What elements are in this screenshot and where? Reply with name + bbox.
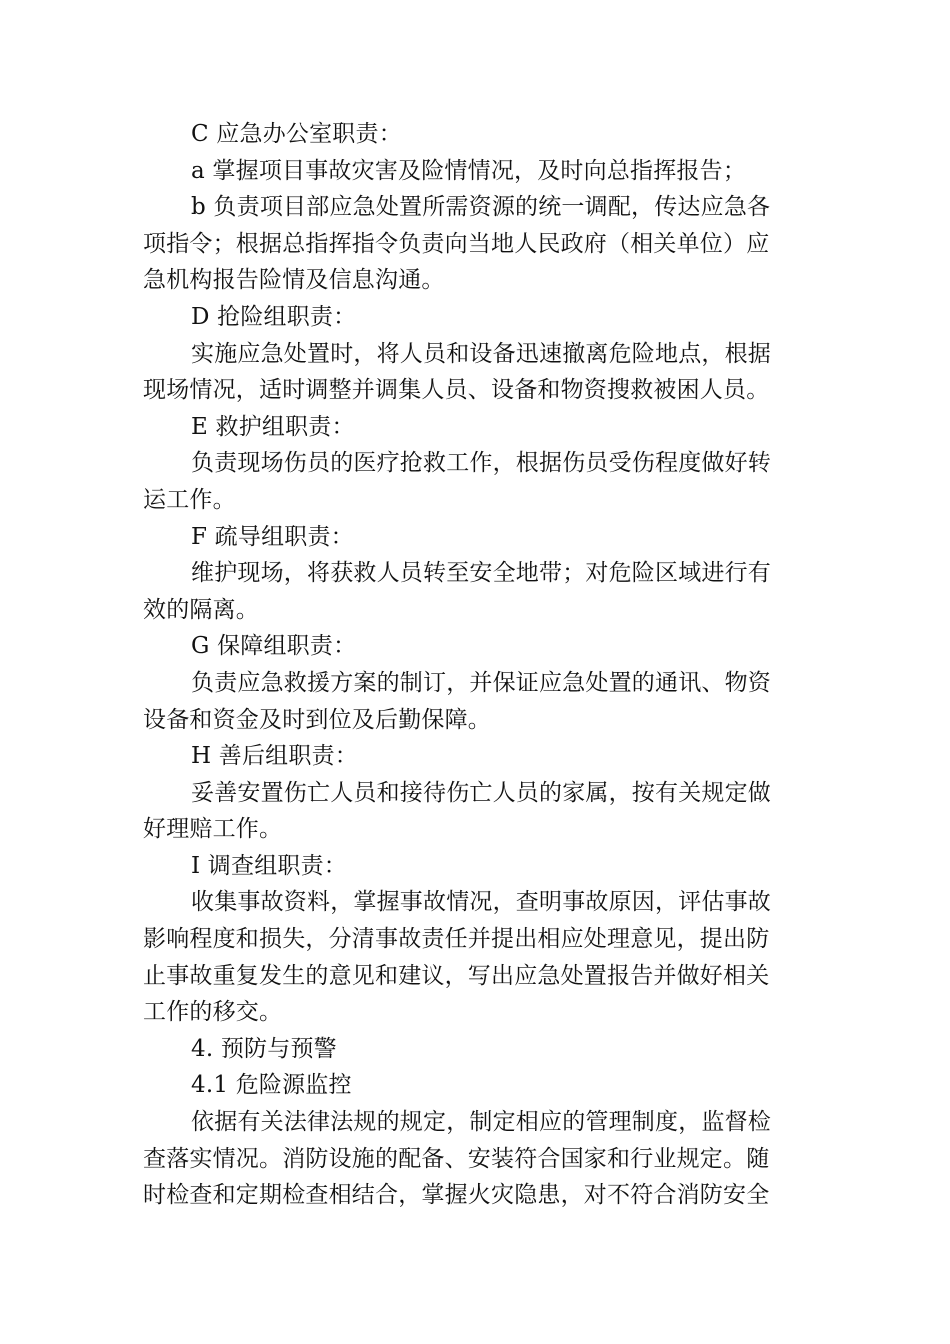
document-page [143,116,807,1214]
text-line: H 善后组职责： [191,743,358,770]
text-line: C 应急办公室职责： [191,121,402,147]
text-line: 维护现场，将获救人员转至安全地带；对危险区域进行有 [191,560,771,587]
text-line: I 调查组职责： [191,852,347,879]
text-line: D 抢险组职责： [191,303,357,330]
text-line: 查落实情况。消防设施的配备、安装符合国家和行业规定。随 [143,1145,770,1172]
text-line: G 保障组职责： [191,633,357,660]
text-line: 负责现场伤员的医疗抢救工作，根据伤员受伤程度做好转 [191,450,771,477]
text-line: 时检查和定期检查相结合，掌握火灾隐患，对不符合消防安全 [143,1182,770,1209]
text-line: 实施应急处置时，将人员和设备迅速撤离危险地点，根据 [191,340,771,367]
text-line: 好理赔工作。 [143,816,283,843]
text-line: a 掌握项目事故灾害及险情情况，及时向总指挥报告； [191,157,747,184]
text-line: 负责应急救援方案的制订，并保证应急处置的通讯、物资 [191,669,771,696]
text-line: b 负责项目部应急处置所需资源的统一调配，传达应急各 [191,194,771,221]
text-line: 依据有关法律法规的规定，制定相应的管理制度，监督检 [191,1109,771,1136]
text-line: 工作的移交。 [143,999,283,1026]
text-line: 运工作。 [143,486,236,513]
text-line: 急机构报告险情及信息沟通。 [143,267,445,294]
text-line: 现场情况，适时调整并调集人员、设备和物资搜救被困人员。 [143,377,770,404]
text-line: 设备和资金及时到位及后勤保障。 [143,706,491,733]
text-line: 4. 预防与预警 [191,1035,337,1062]
text-line: 妥善安置伤亡人员和接待伤亡人员的家属，按有关规定做 [191,779,771,806]
text-line: 收集事故资料，掌握事故情况，查明事故原因，评估事故 [191,889,771,916]
text-line: F 疏导组职责： [191,523,354,550]
text-line: E 救护组职责： [191,413,355,440]
text-line: 项指令；根据总指挥指令负责向当地人民政府（相关单位）应 [143,230,770,257]
text-line: 4.1 危险源监控 [191,1072,352,1099]
text-line: 影响程度和损失，分清事故责任并提出相应处理意见，提出防 [143,926,770,953]
text-line: 止事故重复发生的意见和建议，写出应急处置报告并做好相关 [143,962,770,989]
text-line: 效的隔离。 [143,596,259,623]
